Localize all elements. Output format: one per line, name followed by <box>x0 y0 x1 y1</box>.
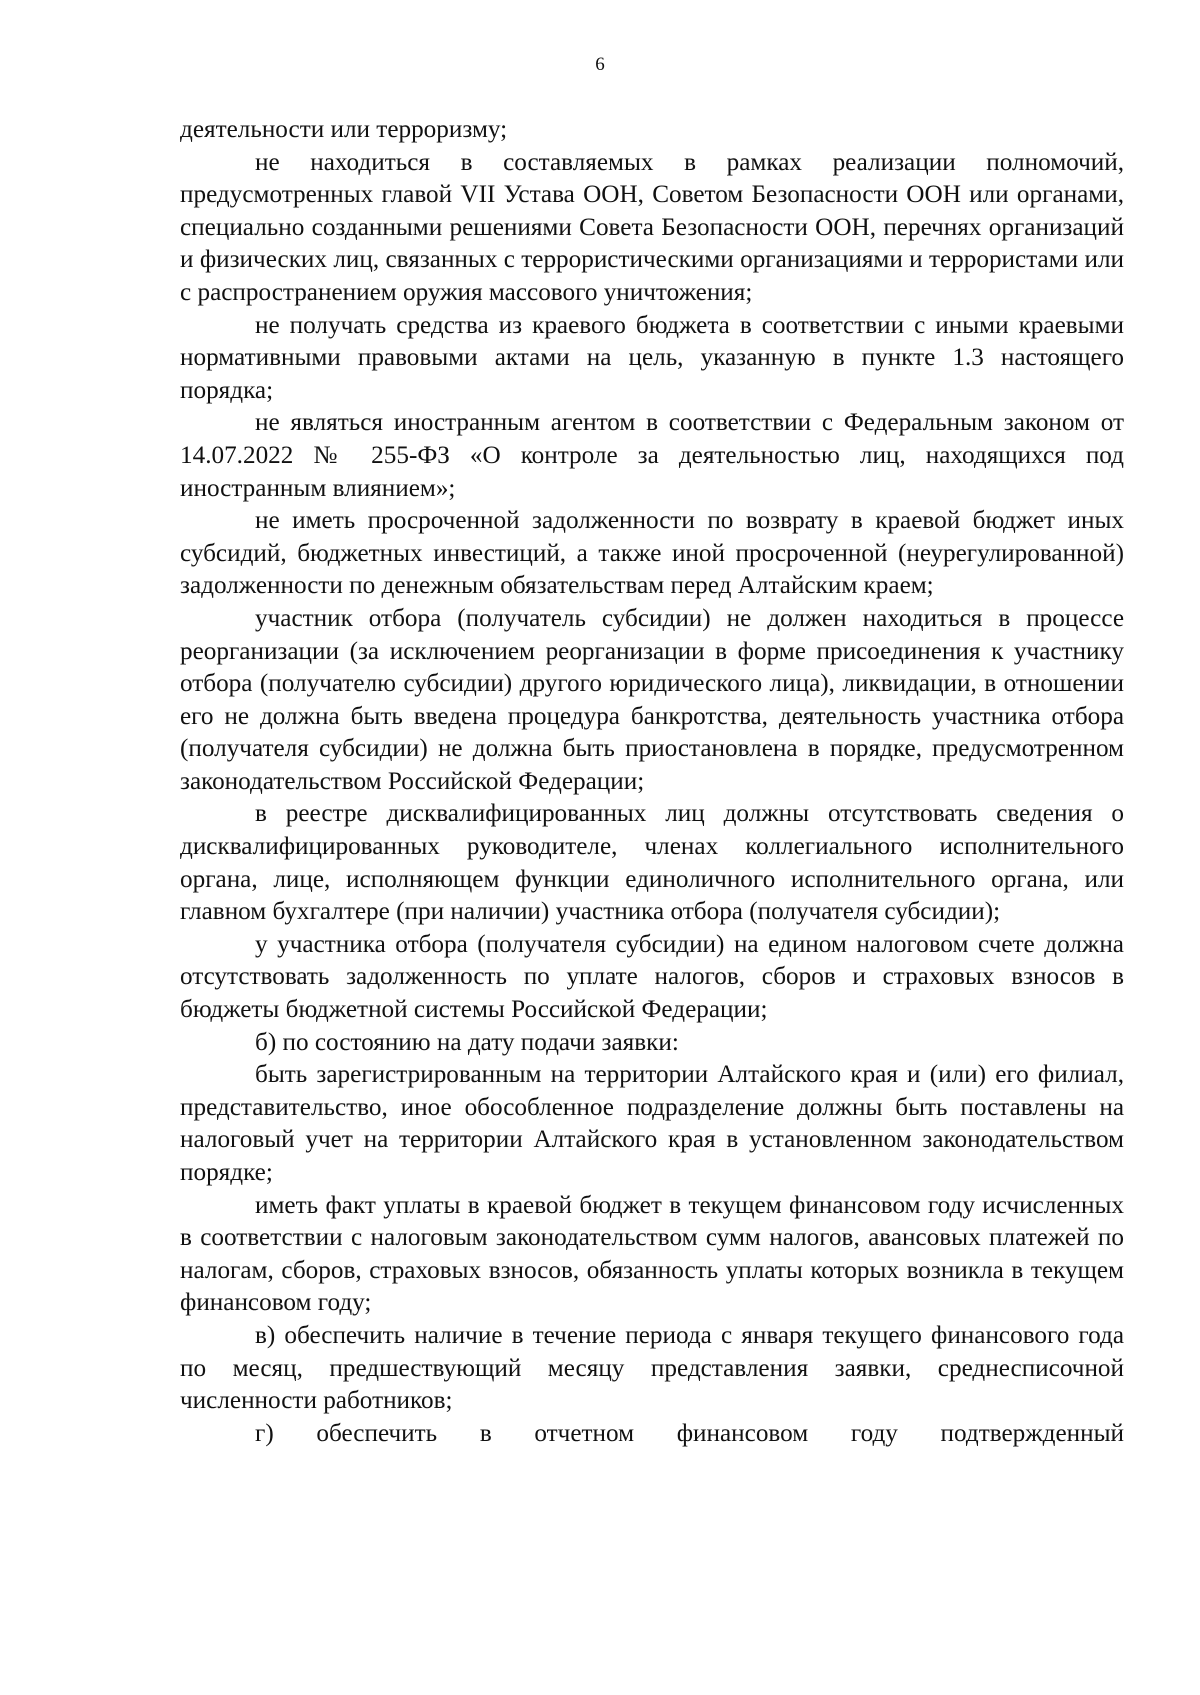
paragraph-terrorism-continuation: деятельности или терроризму; <box>180 116 508 143</box>
paragraph-item-g-start: г) обеспечить в отчетном финансовом году подтвержденный <box>255 1419 1124 1447</box>
paragraph-item-b-header: б) по состоянию на дату подачи заявки: <box>255 1028 679 1056</box>
paragraph-registration: быть зарегистрированным на территории Алтайского края и (или) его филиал, представительство, иное обособленное подразделение должны быть поставлены на налоговый учет на территории Алтайского края в установленном законодательством порядке; <box>180 1061 1124 1186</box>
paragraph-no-overdue-debt: не иметь просроченной задолженности по возврату в краевой бюджет иных субсидий, бюджетных инвестиций, а также иной просроченной (неурегулированной) задолженности по денежным обязательствам перед Алтайским краем; <box>180 507 1124 600</box>
paragraph-tax-payment: иметь факт уплаты в краевой бюджет в текущем финансовом году исчисленных в соответствии с налоговым законодательством сумм налогов, авансовых платежей по налогам, сборов, страховых взносов, обязанность уплаты которых возникла в текущем финансовом году; <box>180 1191 1124 1317</box>
paragraph-item-v-headcount: в) обеспечить наличие в течение периода с января текущего финансового года по месяц, предшествующий месяцу представления заявки, среднесписочной численности работников; <box>180 1321 1124 1415</box>
paragraph-no-reorganization: участник отбора (получатель субсидии) не должен находиться в процессе реорганизации (за исключением реорганизации в форме присоединения к участнику отбора (получателю субсидии) другого юридического лица), ликвидации, в отношении его не должна быть введена процедура банкротства, деятельность участника отбора (получателя субсидии) не должна быть приостановлена в порядке, предусмотренном законодательством Российской Федерации; <box>180 604 1124 795</box>
paragraph-foreign-agent: не являться иностранным агентом в соответствии с Федеральным законом от 14.07.2022 № 255-ФЗ «О контроле за деятельностью лиц, находящихся под иностранным влиянием»; <box>180 409 1124 502</box>
paragraph-tax-account-debt: у участника отбора (получателя субсидии) на едином налоговом счете должна отсутствовать задолженность по уплате налогов, сборов и страховых взносов в бюджеты бюджетной системы Российской Федерации; <box>180 930 1124 1024</box>
paragraph-disqualified-persons: в реестре дисквалифицированных лиц должны отсутствовать сведения о дисквалифицированных руководителе, членах коллегиального исполнительного органа, лице, исполняющем функции единоличного исполнительного органа, или главном бухгалтере (при наличии) участника отбора (получателя субсидии); <box>180 800 1124 926</box>
page-number: 6 <box>595 54 605 75</box>
paragraph-no-other-budget-funds: не получать средства из краевого бюджета в соответствии с иными краевыми нормативными правовыми актами на цель, указанную в пункте 1.3 настоящего порядка; <box>180 311 1124 404</box>
document-body <box>180 114 1124 1450</box>
paragraph-un-lists: не находиться в составляемых в рамках реализации полномочий, предусмотренных главой VII Устава ООН, Советом Безопасности ООН или органами, специально созданными решениями Совета Безопасности ООН, перечнях организаций и физических лиц, связанных с террористическими организациями и террористами или с распространением оружия массового уничтожения; <box>180 148 1124 306</box>
